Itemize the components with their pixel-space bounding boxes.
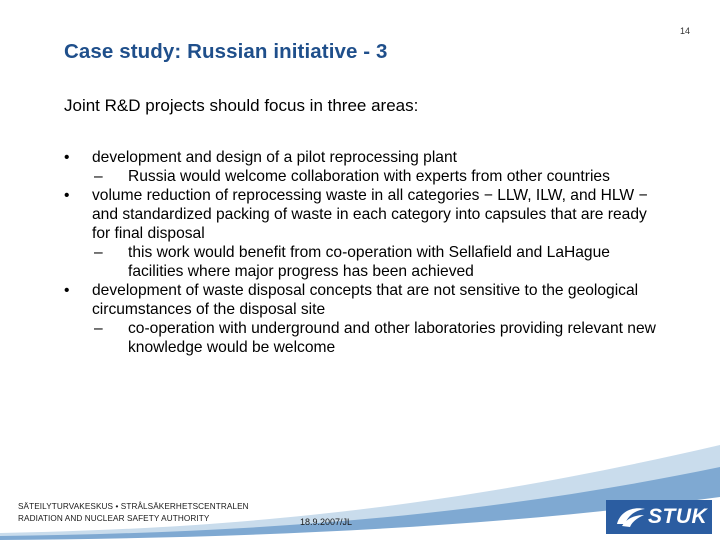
sub-bullet-marker: –: [94, 320, 103, 337]
sub-bullet-marker: –: [94, 168, 103, 185]
bullet-text: development and design of a pilot reprocessing plant: [92, 149, 457, 166]
org-line-2: RADIATION AND NUCLEAR SAFETY AUTHORITY: [18, 513, 210, 523]
bullet-item: [64, 186, 664, 243]
sub-bullet-text: Russia would welcome collaboration with experts from other countries: [128, 168, 610, 185]
footer-organization: [18, 501, 249, 524]
footer-date: 18.9.2007/JL: [300, 517, 353, 527]
sub-bullet-item: [64, 319, 664, 357]
slide-title: Case study: Russian initiative - 3: [64, 40, 388, 63]
sub-bullet-text: this work would benefit from co-operation with Sellafield and LaHague facilities where major progress has been achieved: [128, 244, 610, 280]
sub-bullet-marker: –: [94, 244, 103, 261]
bullet-marker: •: [64, 149, 70, 166]
bullet-marker: •: [64, 187, 70, 204]
bullet-list: [64, 148, 664, 357]
intro-text: Joint R&D projects should focus in three areas:: [64, 96, 419, 115]
bullet-item: [64, 281, 664, 319]
sub-bullet-item: [64, 167, 664, 186]
bullet-marker: •: [64, 282, 70, 299]
sub-bullet-text: co-operation with underground and other laboratories providing relevant new knowledge would be welcome: [128, 320, 656, 356]
stuk-logo: [606, 500, 712, 534]
org-line-1: SÄTEILYTURVAKESKUS • STRÅLSÄKERHETSCENTRALEN: [18, 502, 249, 511]
sub-bullet-item: [64, 243, 664, 281]
bullet-text: development of waste disposal concepts that are not sensitive to the geological circumstances of the disposal site: [92, 282, 639, 318]
bullet-text: volume reduction of reprocessing waste in all categories − LLW, ILW, and HLW − and standardized packing of waste in each category into capsules that are ready for final disposal: [92, 187, 648, 242]
page-number: 14: [679, 26, 690, 36]
logo-text: STUK: [648, 505, 708, 528]
bullet-item: [64, 148, 664, 167]
logo-swirl-icon: [614, 504, 648, 530]
